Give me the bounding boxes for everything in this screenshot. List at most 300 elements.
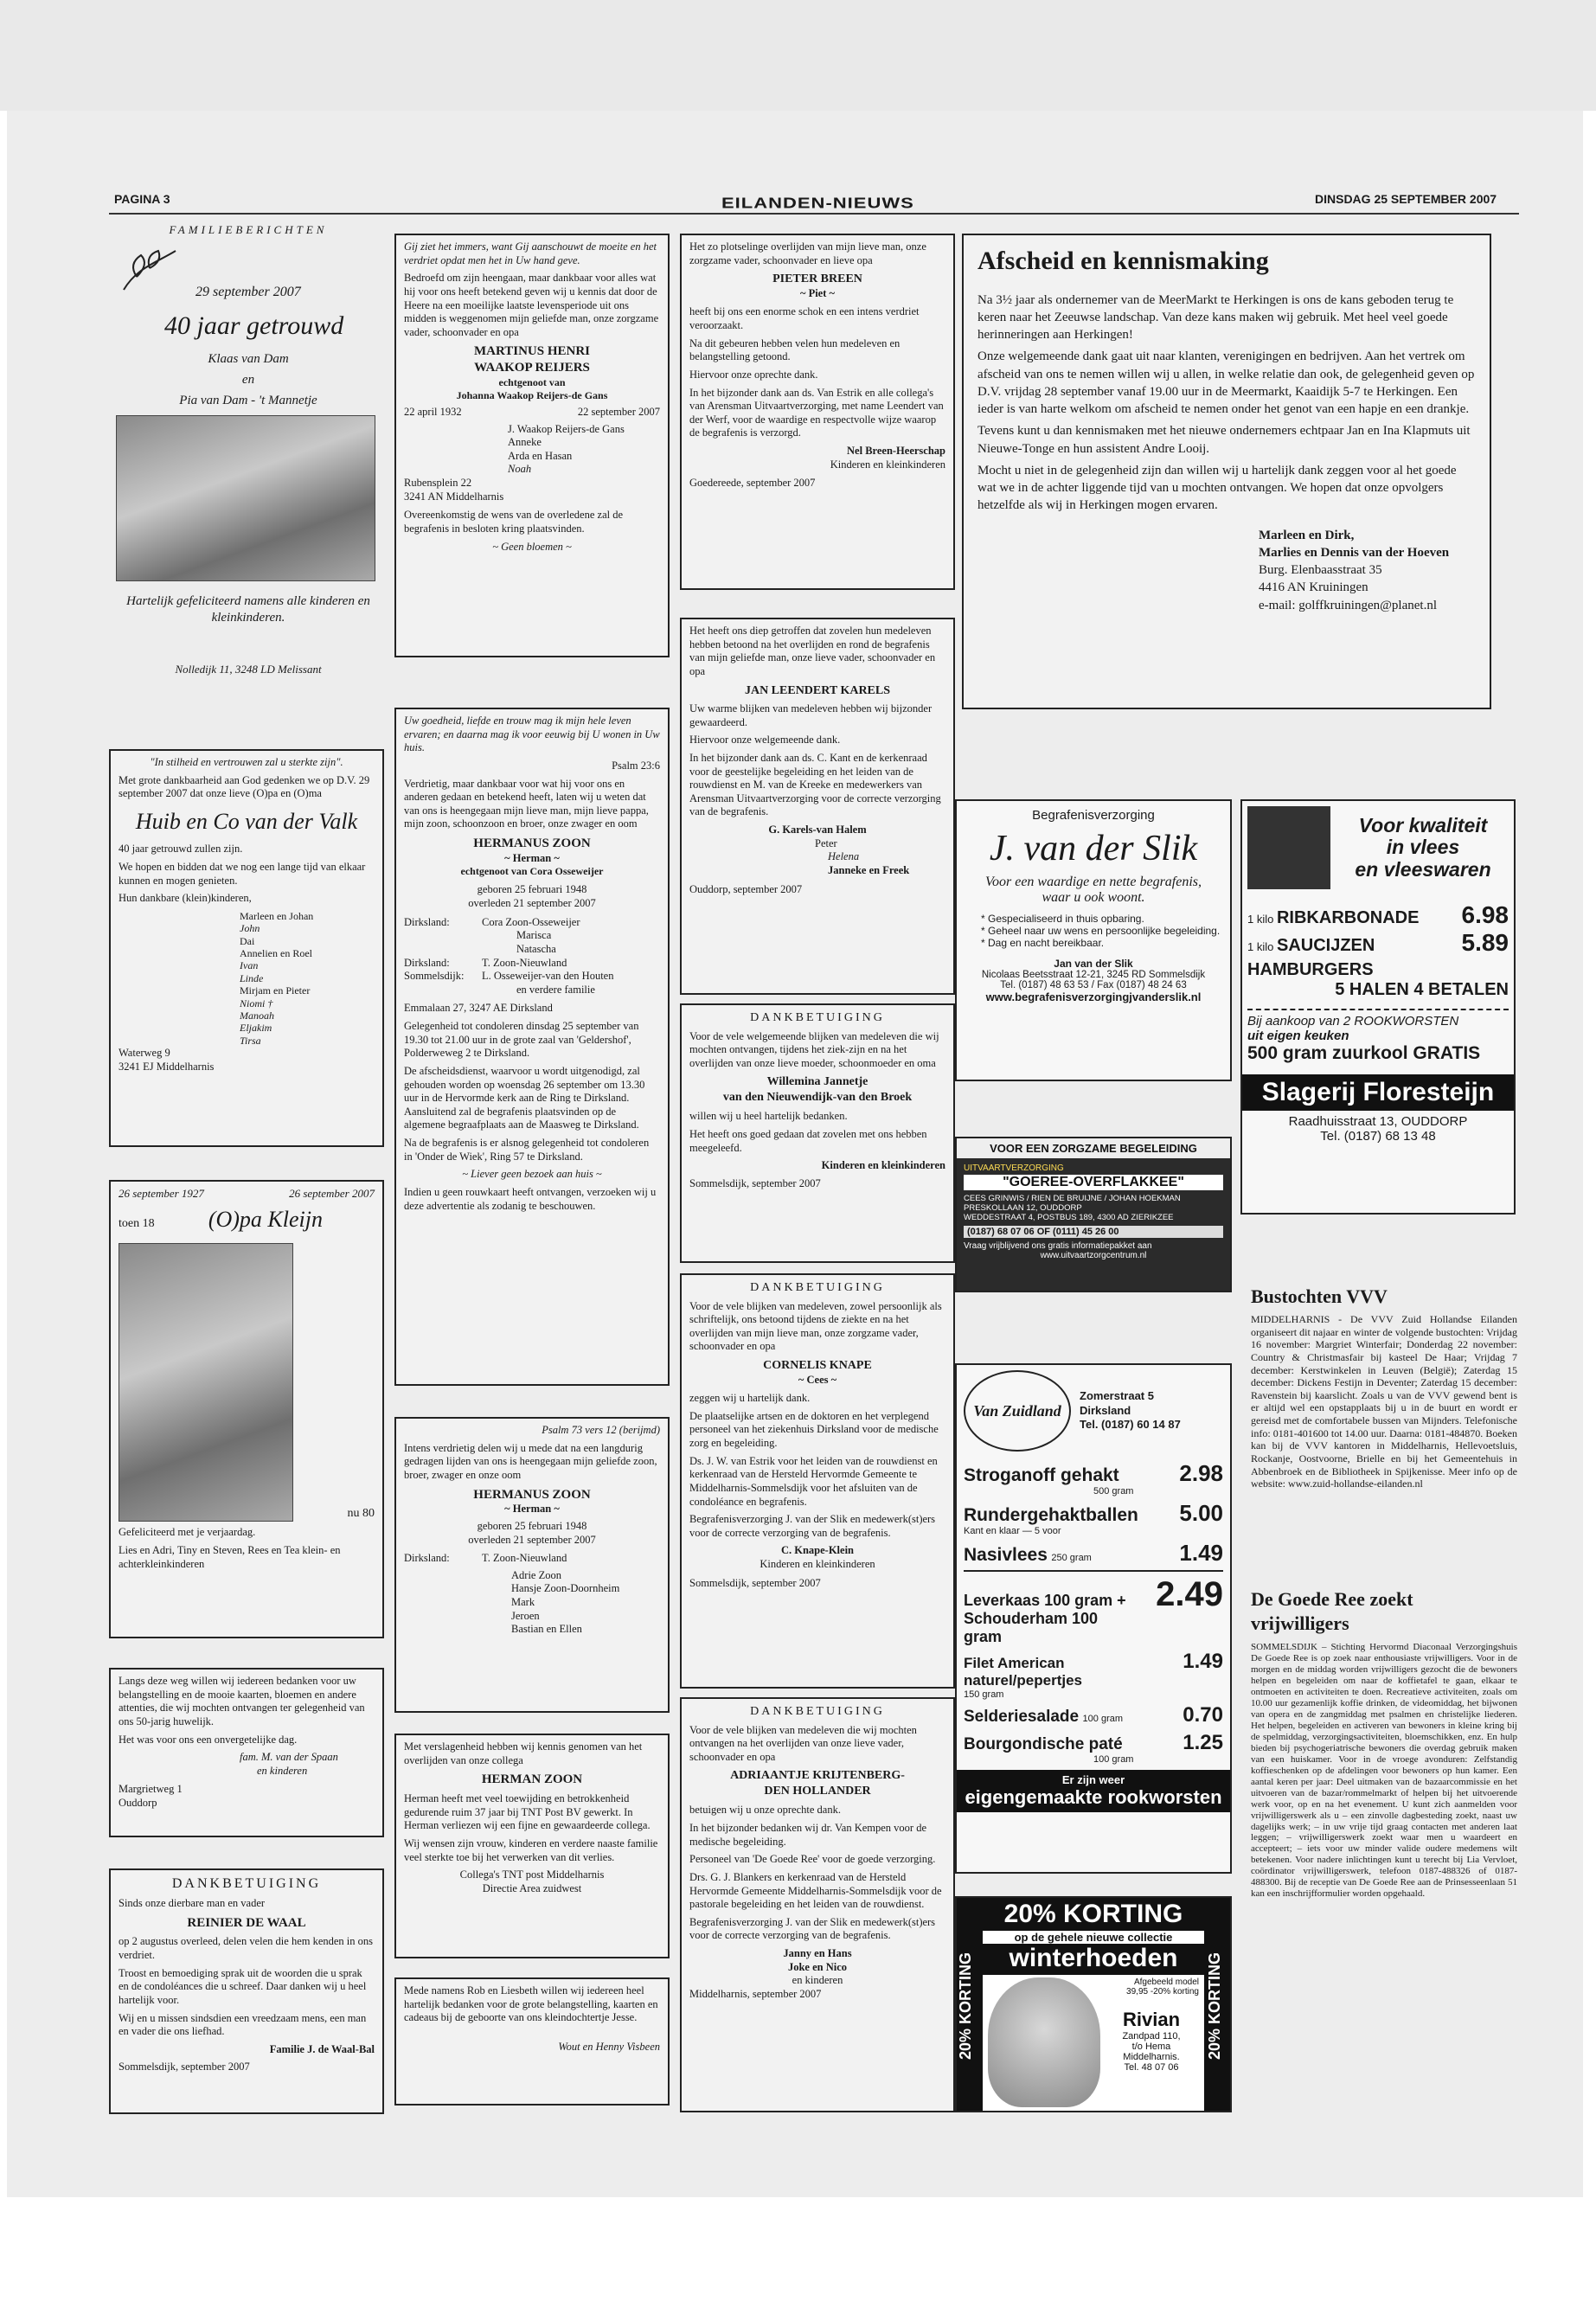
product-unit: 150 gram xyxy=(964,1689,1004,1700)
place-label: Dirksland: xyxy=(404,1552,450,1565)
deceased-name: JAN LEENDERT KARELS xyxy=(744,683,891,697)
signature-2: Kinderen en kleinkinderen xyxy=(830,458,945,471)
greeting: Gefeliciteerd met je verjaardag. xyxy=(119,1526,256,1539)
quote: Uw goedheid, liefde en trouw mag ik mijn hele leven ervaren; en daarna mag ik voor eeuwig bij U wonen in Uw huis. xyxy=(404,715,660,754)
product-unit: 100 gram xyxy=(1093,1754,1134,1765)
phone: Tel. (0187) 68 13 48 xyxy=(1320,1129,1436,1144)
text-3: Tevens kunt u dan kennismaken met het nieuwe ondernemers echtpaar Jan en Ina Klapmuts uit Nieuwe-Tonge en hun assistent Andre Looij. xyxy=(977,424,1471,456)
product-name: HAMBURGERS xyxy=(1247,960,1374,979)
text-1: Uw warme blijken van medeleven hebben wij bijzonder gewaardeerd. xyxy=(689,702,933,728)
address-line-1: Margrietweg 1 xyxy=(119,1783,183,1796)
text-4: Drs. G. J. Blankers en kerkenraad van de Hersteld Hervormde Gemeente Middelharnis-Sommelsdijk voor de pastorale begeleiding en het leiden van de rouwdienst. xyxy=(689,1870,942,1911)
thanks-karels-ad xyxy=(680,618,955,995)
after-funeral-info: Na de begrafenis is er alsnog gelegenheid tot condoleren in 'Onder de Wiek', Ring 57 te Dirksland. xyxy=(404,1137,650,1163)
ad-title: DANKBETUIGING xyxy=(750,1705,885,1718)
deceased-name: Willemina Jannetje xyxy=(766,1075,869,1089)
price-row xyxy=(964,1460,1223,1497)
family-member: Janneke en Freek xyxy=(828,863,910,876)
intro: Intens verdrietig delen wij u mede dat na een langdurig gedragen lijden van ons is heengegaan mijn geliefde zoon, broer, zwager en onze oom xyxy=(404,1441,657,1481)
death-date: 22 september 2007 xyxy=(577,405,660,418)
deceased-surname: van den Nieuwendijk-van den Broek xyxy=(722,1090,913,1104)
family-member: en verdere familie xyxy=(516,983,595,996)
offer-condition-2: uit eigen keuken xyxy=(1247,1029,1349,1043)
now-age: nu 80 xyxy=(347,1506,375,1520)
funeral-note: Overeenkomstig de wens van de overledene zal de begrafenis in besloten kring plaatsvinden. xyxy=(404,509,624,535)
address: Nolledijk 11, 3248 LD Melissant xyxy=(175,663,322,676)
deceased-name: HERMAN ZOON xyxy=(481,1772,583,1787)
page-number: PAGINA 3 xyxy=(114,192,170,206)
product-price: 5.89 xyxy=(1461,929,1509,956)
place-label: Dirksland: xyxy=(404,915,450,928)
family-member: Manoah xyxy=(240,1009,274,1022)
signature-block xyxy=(1259,527,1476,614)
address-line-1: Burg. Elenbaasstraat 35 xyxy=(1259,563,1382,577)
ad-kicker: VOOR EEN ZORGZAME BEGELEIDING xyxy=(957,1138,1230,1158)
place-date: Middelharnis, september 2007 xyxy=(689,1987,822,2000)
price-row xyxy=(964,1500,1223,1536)
service-info: De afscheidsdienst, waarvoor u wordt uitgenodigd, zal gehouden worden op woensdag 26 september om 13.30 uur in de Hervormde kerk aan de Ring te Dirksland. Aansluitend zal de begrafenis plaatsvinden op de algemene begraafplaats aan de Maasweg te Dirksland. xyxy=(404,1064,645,1131)
birth-thanks-ad xyxy=(394,1977,670,2106)
no-flowers: ~ Geen bloemen ~ xyxy=(492,540,572,553)
text-2: Hiervoor onze welgemeende dank. xyxy=(689,734,841,747)
deceased-nickname: ~ Cees ~ xyxy=(798,1373,837,1386)
phone: Tel. 48 07 06 xyxy=(1124,2062,1179,2073)
thanks-text-2: Het was voor ons een onvergetelijke dag. xyxy=(119,1733,298,1746)
thanks-broek-ad xyxy=(680,1003,955,1263)
info-note: Vraag vrijblijvend ons gratis informatiepakket aan xyxy=(964,1241,1152,1251)
family-member: Eljakim xyxy=(240,1022,272,1035)
header-rule xyxy=(109,213,1519,215)
family-member: Helena xyxy=(828,850,860,863)
intro: Sinds onze dierbare man en vader xyxy=(119,1897,266,1909)
service-item: Geheel naar uw wens en persoonlijke begeleiding. xyxy=(988,925,1221,937)
husband-name: Klaas van Dam xyxy=(208,352,289,366)
article-body-bus: MIDDELHARNIS - De VVV Zuid Hollandse Eilanden organiseert dit najaar en winter de volgende bustochten: Vrijdag 16 november: Margriet Winterfair; Donderdag 22 november: Country & Christmasfair bij kasteel De Haar; Vrijdag 7 december: Kerstwinkelen in Leuven (België); Zaterdag 15 december: Dickens Festijn in Deventer; Zaterdag 15 december: Ravenstein bij kaarslicht. Zoals u van de VVV gewend bent is er altijd wel een opstapplaats bij u in de buurt en wordt er gereisd met de comfortabele bussen van Mijnders. Telefonische info: 0181-401600 tot 14.00 uur. Daarna: 0181-484870. Boeken kan bij de VVV kantoren in Middelharnis, Hellevoetsluis, Rockanje, Oostvoorne, Brielle en bij het Gemeentehuis in Abbenbroek en de Bibliotheek in Spijkenisse. Meer info op de website: www.zuid-hollandse-eilanden.nl xyxy=(1251,1313,1517,1490)
text-1: Herman heeft met veel toewijding en betrokkenheid gedurende ruim 37 jaar bij TNT Post BV gewerkt. In Herman verliezen wij een fijne en gewaardeerde collega. xyxy=(404,1792,651,1832)
unit: 1 kilo xyxy=(1247,913,1274,926)
product-unit: 500 gram xyxy=(1093,1486,1134,1497)
signature: Kinderen en kleinkinderen xyxy=(821,1159,945,1172)
place-date: Sommelsdijk, september 2007 xyxy=(689,1176,821,1189)
product-price: 1.25 xyxy=(1183,1731,1223,1754)
price-row xyxy=(964,1570,1223,1646)
slogan: Voor een waardige en nette begrafenis, xyxy=(984,875,1202,889)
family-member: Peter xyxy=(815,836,837,849)
text-5: Begrafenisverzorging J. van der Slik en medewerk(st)ers voor de correcte verzorging van de begrafenis. xyxy=(689,1915,936,1942)
price-row xyxy=(964,1540,1223,1567)
current-date: 26 september 2007 xyxy=(289,1187,375,1200)
text-3: In het bijzonder dank aan ds. C. Kant en de kerkenraad voor de geestelijke begeleiding en het leiden van de rouwdienst en M. van de Kreeke en medewerkers van Arensman Uitvaartverzorging voor de correcte verzorging van de begrafenis. xyxy=(689,751,941,818)
birth-date: geboren 25 februari 1948 xyxy=(477,883,587,896)
family-member: Bastian en Ellen xyxy=(511,1623,582,1636)
years-text: 40 jaar getrouwd zullen zijn. xyxy=(119,843,243,856)
text-4: Begrafenisverzorging J. van der Slik en medewerk(st)ers voor de correcte verzorging van de begrafenis. xyxy=(689,1513,936,1539)
signature: Wout en Henny Visbeen xyxy=(558,2040,660,2053)
children-intro: Hun dankbare (klein)kinderen, xyxy=(119,892,252,905)
family-member: John xyxy=(240,922,260,935)
product-unit: 250 gram xyxy=(1051,1553,1092,1563)
phone: (0187) 68 07 06 OF (0111) 45 26 00 xyxy=(964,1226,1223,1238)
signature-2: en kinderen xyxy=(257,1764,308,1777)
deceased-name: HERMANUS ZOON xyxy=(473,1487,591,1502)
obituary-reijers xyxy=(394,234,670,657)
product-name: Stroganoff gehakt xyxy=(964,1465,1119,1485)
slogan-2: waar u ook woont. xyxy=(1042,890,1145,905)
ad-title: DANKBETUIGING xyxy=(171,1876,322,1891)
text-3: Ds. J. W. van Estrik voor het leiden van de rouwdienst en kerkenraad van de Hersteld Hervormde Gemeente te Middelharnis-Sommelsdijk voor het afsluiten van de condoléance en begrafenis. xyxy=(689,1454,938,1508)
product-price: 5.00 xyxy=(1179,1500,1223,1526)
product-name: Leverkaas 100 gram + Schouderham 100 gram xyxy=(964,1592,1126,1645)
family-member: Mirjam en Pieter xyxy=(240,984,311,997)
thanks-knape-ad xyxy=(680,1273,955,1689)
address-line-1: Zandpad 110, xyxy=(1122,2031,1181,2041)
intro: Met verslagenheid hebben wij kennis genomen van het overlijden van onze collega xyxy=(404,1740,643,1766)
intro: Het zo plotselinge overlijden van mijn lieve man, onze zorgzame vader, schoonvader en lieve opa xyxy=(689,240,926,266)
address-line-2: 3241 EJ Middelharnis xyxy=(119,1060,215,1073)
text-1: Na 3½ jaar als ondernemer van de MeerMarkt te Herkingen is ons de kans geboden terug te keren naar het Zeeuwse landschap. Van deze kans maken wij gebruik. Met heel veel goede herinneringen aan Herkingen! xyxy=(977,292,1454,342)
quote: "In stilheid en vertrouwen zal u sterkte zijn". xyxy=(150,756,343,768)
family-member: Niomi † xyxy=(240,997,273,1009)
signature: Familie J. de Waal-Bal xyxy=(269,2042,375,2055)
product-price: 2.49 xyxy=(1156,1575,1223,1613)
intro: Bedroefd om zijn heengaan, maar dankbaar voor alles wat hij voor ons heeft betekend geven wij u kennis dat door de Heere na een moeilijke laatste levensperiode uit ons midden is weggenomen mijn geliefde man, onze zorgzame vader, schoonvader en opa xyxy=(404,272,659,338)
product-unit: 100 gram xyxy=(1082,1714,1124,1724)
funeral-service-slik-ad xyxy=(955,799,1232,1081)
price-list xyxy=(964,1460,1223,1765)
signature: fam. M. van der Spaan xyxy=(240,1751,338,1764)
thanks-de-waal-ad xyxy=(109,1868,384,2114)
address: Nicolaas Beetsstraat 12-21, 3245 RD Sommelsdijk xyxy=(981,970,1206,980)
company-name: "GOEREE-OVERFLAKKEE" xyxy=(964,1175,1223,1190)
product-price: 1.49 xyxy=(1183,1650,1223,1673)
service-item: Dag en nacht bereikbaar. xyxy=(988,937,1105,949)
deceased-name: ADRIAANTJE KRIJTENBERG- xyxy=(730,1769,905,1783)
address-line-2: WEDDESTRAAT 4, POSTBUS 189, 4300 AD ZIERIKZEE xyxy=(964,1213,1174,1222)
thanks-spaan-ad xyxy=(109,1668,384,1837)
shop-logo: Van Zuidland xyxy=(964,1370,1071,1452)
signature: Nel Breen-Heerschap xyxy=(847,445,945,457)
product-name: Bourgondische paté xyxy=(964,1735,1123,1753)
family-member: Marleen en Johan xyxy=(240,909,314,922)
text-1: op 2 augustus overleed, delen velen die hem kenden in ons verdriet. xyxy=(119,1935,374,1961)
website: www.uitvaartzorgcentrum.nl xyxy=(1040,1251,1147,1260)
ad-title: Afscheid en kennismaking xyxy=(977,247,1269,275)
address: Emmalaan 27, 3247 AE Dirksland xyxy=(404,1002,553,1015)
spouse-name: Johanna Waakop Reijers-de Gans xyxy=(456,388,608,401)
death-date: overleden 21 september 2007 xyxy=(468,897,596,909)
congratulations: Hartelijk gefeliciteerd namens alle kinderen en kleinkinderen. xyxy=(126,594,370,625)
family-table xyxy=(404,1552,660,1566)
birth-date: 22 april 1932 xyxy=(404,405,462,418)
address-line-2: Dirksland xyxy=(1080,1403,1131,1417)
ad-title: DANKBETUIGING xyxy=(750,1281,885,1294)
thanks-krijtenberg-ad xyxy=(680,1697,955,2112)
family-member: Natascha xyxy=(516,942,556,955)
senders: Lies en Adri, Tiny en Steven, Rees en Tea klein- en achterkleinkinderen xyxy=(119,1543,341,1570)
headline-3: en vleeswaren xyxy=(1355,857,1491,881)
staff: CEES GRINWIS / RIEN DE BRUIJNE / JOHAN HOEKMAN xyxy=(964,1194,1181,1203)
product-name: SAUCIJZEN xyxy=(1276,936,1375,955)
text-1: zeggen wij u hartelijk dank. xyxy=(689,1392,811,1405)
text-2: Het heeft ons goed gedaan dat zovelen met ons hebben meegeleefd. xyxy=(689,1128,927,1154)
spouse-label: echtgenoot van Cora Osseweijer xyxy=(460,865,604,878)
wife-name: Pia van Dam - 't Mannetje xyxy=(179,394,317,407)
text-2: Na dit gebeuren hebben velen hun medeleven en belangstelling getoond. xyxy=(689,336,901,363)
quote: Gij ziet het immers, want Gij aanschouwt de moeite en het verdriet opdat men het in Uw hand geve. xyxy=(404,240,657,266)
anniversary-date: 29 september 2007 xyxy=(195,285,301,299)
price-row xyxy=(964,1703,1223,1727)
address-line-1: Zomerstraat 5 xyxy=(1080,1388,1154,1402)
place-date: Goedereede, september 2007 xyxy=(689,477,816,490)
family-member: Anneke xyxy=(508,436,542,449)
quote: Psalm 73 vers 12 (berijmd) xyxy=(542,1424,660,1436)
offer-row xyxy=(1247,901,1509,929)
promo-text: Er zijn weer xyxy=(1061,1773,1125,1786)
birth-date: geboren 25 februari 1948 xyxy=(477,1519,587,1532)
product-price: 1.49 xyxy=(1179,1540,1223,1566)
family-member: en kinderen xyxy=(792,1974,843,1987)
price-row xyxy=(964,1650,1223,1700)
funeral-service-goeree-ad xyxy=(955,1137,1232,1292)
family-list xyxy=(508,423,660,478)
phone: Tel. (0187) 60 14 87 xyxy=(1080,1418,1181,1432)
side-banner-right: 20% KORTING xyxy=(1206,1952,1223,2061)
address-line-1: Rubensplein 22 xyxy=(404,477,472,489)
hat-model-photo xyxy=(988,1977,1100,2107)
service-item: Gespecialiseerd in thuis opbaring. xyxy=(988,913,1144,925)
text-4: Mocht u niet in de gelegenheid zijn dan willen wij u hartelijk dank zeggen voor al het goede wat we in de achter liggende tijd van u mochten ontvangen. We hopen dat onze opvolgers hetzelfde als wij in Herkingen mogen ervaren. xyxy=(977,463,1457,513)
thanks-text: Mede namens Rob en Liesbeth willen wij iedereen heel hartelijk bedanken voor de grote belangstelling, kaarten en cadeaus bij de geboorte van ons kleindochtertje Jesse. xyxy=(404,1984,658,2024)
family-member: Marisca xyxy=(516,929,552,942)
obituary-zoon-mother xyxy=(394,1417,670,1713)
shop-name: Rivian xyxy=(1122,2009,1181,2030)
phone: Tel. (0187) 48 63 53 / Fax (0187) 48 24 63 xyxy=(1000,980,1187,990)
deal: 5 HALEN 4 BETALEN xyxy=(1335,980,1509,999)
family-member: Ivan xyxy=(240,959,259,972)
intro: Voor de vele blijken van medeleven, zowel persoonlijk als schriftelijk, ons betoond tijdens de ziekte en na het overlijden van mijn lieve man, onze zorgzame vader, schoonvader en opa xyxy=(689,1299,942,1353)
price-row xyxy=(964,1731,1223,1765)
product-unit: Kant en klaar — 5 voor xyxy=(964,1526,1061,1536)
product-name: Nasivlees xyxy=(964,1545,1048,1565)
signature: Marleen en Dirk, xyxy=(1259,528,1355,542)
website: www.begrafenisverzorgingjvanderslik.nl xyxy=(985,990,1202,1003)
family-member: Linde xyxy=(240,971,264,984)
product-name: Filet American naturel/pepertjes xyxy=(964,1655,1082,1689)
text-2: Wij wensen zijn vrouw, kinderen en verdere naaste familie veel sterkte toe bij het verwerken van dit verlies. xyxy=(404,1836,658,1863)
obituary-zoon-family xyxy=(394,708,670,1386)
deceased-name: PIETER BREEN xyxy=(772,272,862,286)
company-name: J. van der Slik xyxy=(989,829,1198,868)
family-member: Arda en Hasan xyxy=(508,449,573,462)
text-1: willen wij u heel hartelijk bedanken. xyxy=(689,1110,848,1123)
thanks-text: Langs deze weg willen wij iedereen bedanken voor uw belangstelling en de mooie kaarten, bloemen en andere attenties, die wij mochten ontvangen ter gelegenheid van ons 50-jarig huwelijk. xyxy=(119,1675,365,1727)
place-date: Sommelsdijk, september 2007 xyxy=(689,1576,821,1589)
place-date: Ouddorp, september 2007 xyxy=(689,882,803,895)
place-date: Sommelsdijk, september 2007 xyxy=(119,2061,250,2073)
text-4: In het bijzonder dank aan ds. Van Estrik en alle collega's van Arensman Uitvaartverzorging, met name Leendert van der Werf, voor de waardige en respectvolle wijze waarop de begrafenis is verzorgd. xyxy=(689,386,944,439)
promo-bar xyxy=(957,1770,1230,1812)
birthday-ad xyxy=(109,1180,384,1638)
product-headline: winterhoeden xyxy=(983,1944,1204,1975)
ad-kicker: Begrafenisverzorging xyxy=(1032,808,1155,823)
family-member: Hansje Zoon-Doornheim xyxy=(511,1582,620,1595)
deceased-nickname: ~ Piet ~ xyxy=(799,286,836,299)
intro: Voor de vele welgemeende blijken van medeleven die wij mochten ontvangen, tijdens het ziek-zijn en na het overlijden van onze lieve moeder, schoonmoeder en oma xyxy=(689,1029,939,1069)
deceased-name: REINIER DE WAAL xyxy=(187,1915,306,1930)
product-name: Selderiesalade xyxy=(964,1708,1080,1726)
family-member: Dai xyxy=(240,934,255,947)
spouse-label: echtgenoot van xyxy=(498,375,566,388)
family-member: T. Zoon-Nieuwland xyxy=(482,1552,567,1565)
side-banner-left: 20% KORTING xyxy=(957,1952,974,2061)
deceased-nickname: ~ Herman ~ xyxy=(504,1503,560,1516)
model-label: Afgebeeld model xyxy=(1133,1977,1199,1987)
thanks-breen-ad xyxy=(680,234,955,590)
deceased-name: CORNELIS KNAPE xyxy=(763,1359,872,1372)
family-member: Annelien en Roel xyxy=(240,947,312,960)
text-3: Personeel van 'De Goede Ree' voor de goede verzorging. xyxy=(689,1853,936,1866)
hat-shop-rivian-ad xyxy=(955,1896,1232,2112)
shop-block xyxy=(1104,2009,1199,2073)
offer-condition: Bij aankoop van 2 ROOKWORSTEN xyxy=(1247,1009,1509,1029)
intro-text: Met grote dankbaarheid aan God gedenken we op D.V. 29 september 2007 dat onze lieve (O)pa en (O)ma xyxy=(119,773,370,800)
family-member: L. Osseweijer-van den Houten xyxy=(482,970,614,983)
card-note: Indien u geen rouwkaart heeft ontvangen, verzoeken wij u deze advertentie als zodanig te beschouwen. xyxy=(404,1185,657,1212)
place-label: Sommelsdijk: xyxy=(404,970,465,983)
model-price: 39,95 -20% korting xyxy=(1126,1987,1199,1997)
signature-2: Marlies en Dennis van der Hoeven xyxy=(1259,545,1450,560)
article-title-goede-ree: De Goede Ree zoekt xyxy=(1251,1588,1413,1610)
vintage-bicycle-photo xyxy=(119,1243,293,1522)
condolence-info: Gelegenheid tot condoleren dinsdag 25 september van 19.30 tot 21.00 uur in de grote zaal van 'Geldershof', Polderweweg 2 te Dirksland. xyxy=(404,1020,639,1060)
address-block xyxy=(1080,1389,1181,1433)
anniversary-ad xyxy=(111,223,386,734)
text-3: Hiervoor onze oprechte dank. xyxy=(689,368,818,381)
birth-date: 26 september 1927 xyxy=(119,1187,204,1200)
colleague-notice xyxy=(394,1734,670,1958)
text-2: In het bijzonder bedanken wij dr. Van Kempen voor de medische begeleiding. xyxy=(689,1822,926,1848)
family-member: Adrie Zoon xyxy=(511,1568,561,1581)
family-member: Cora Zoon-Osseweijer xyxy=(482,915,580,928)
product-price: 0.70 xyxy=(1183,1703,1223,1727)
and-text: en xyxy=(241,373,255,387)
text-1: betuigen wij u onze oprechte dank. xyxy=(689,1804,841,1817)
free-offer: 500 gram zuurkool GRATIS xyxy=(1247,1043,1481,1063)
death-date: overleden 21 september 2007 xyxy=(468,1533,596,1546)
text-2: De plaatselijke artsen en de doktoren en het verplegend personeel van het ziekenhuis Dirksland voor de medische zorg en begeleiding. xyxy=(689,1409,939,1449)
intro: Het heeft ons diep getroffen dat zovelen hun medeleven hebben betoond na het overlijden en rond de begrafenis van mijn geliefde man, onze lieve vader, schoonvader en opa xyxy=(689,625,936,677)
email: e-mail: golffkruiningen@planet.nl xyxy=(1259,598,1437,612)
family-member: Mark xyxy=(511,1596,535,1608)
family-member: Joke en Nico xyxy=(787,1960,848,1973)
scan-background xyxy=(0,0,1596,111)
text-2: Troost en bemoediging sprak uit de woorden die u sprak en de condoléances die u schreef. Daar danken wij u heel hartelijk voor. xyxy=(119,1966,367,2006)
signature-2: Directie Area zuidwest xyxy=(482,1881,582,1894)
ad-title: DANKBETUIGING xyxy=(750,1011,885,1024)
signature-2: Kinderen en kleinkinderen xyxy=(760,1558,875,1570)
discount-subtitle: op de gehele nieuwe collectie xyxy=(1014,1931,1173,1944)
place-label: Dirksland: xyxy=(404,956,450,969)
address-line-2: 3241 AN Middelharnis xyxy=(404,490,504,503)
address-line-1: PRESKOLLAAN 12, OUDDORP xyxy=(964,1203,1082,1213)
deceased-name: MARTINUS HENRI xyxy=(473,344,591,359)
issue-date: DINSDAG 25 SEPTEMBER 2007 xyxy=(1315,192,1497,206)
birthday-name: (O)pa Kleijn xyxy=(208,1207,323,1233)
ad-subtitle: UITVAARTVERZORGING xyxy=(964,1163,1064,1173)
signature: Collega's TNT post Middelharnis xyxy=(459,1868,605,1881)
signature: C. Knape-Klein xyxy=(780,1544,855,1557)
text-3: Wij en u missen sindsdien een vreedzaam mens, een man en vader die ons liefhad. xyxy=(119,2011,367,2038)
family-list xyxy=(511,1569,660,1637)
family-member: Noah xyxy=(508,463,532,476)
deceased-name: HERMANUS ZOON xyxy=(473,836,591,850)
address-line-2: Ouddorp xyxy=(119,1797,157,1809)
intro: Voor de vele blijken van medeleven die wij mochten ontvangen na het overlijden van onze lieve vader, schoonvader en opa xyxy=(689,1723,917,1763)
address: Raadhuisstraat 13, OUDDORP xyxy=(1288,1114,1468,1129)
signature: G. Karels-van Halem xyxy=(768,824,867,836)
address-line-1: Waterweg 9 xyxy=(119,1047,170,1060)
owner: Jan van der Slik xyxy=(1054,958,1133,970)
product-name: RIBKARBONADE xyxy=(1276,908,1420,927)
anniversary-headline: 40 jaar getrouwd xyxy=(164,311,344,340)
deceased-nickname: ~ Herman ~ xyxy=(504,851,560,864)
masthead: EILANDEN-NIEUWS xyxy=(721,194,914,212)
no-visits: ~ Liever geen bezoek aan huis ~ xyxy=(462,1168,602,1181)
promo-headline: eigengemaakte rookworsten xyxy=(965,1786,1222,1808)
shop-name: Slagerij Floresteijn xyxy=(1242,1074,1514,1111)
headline-2: in vlees xyxy=(1386,836,1460,859)
family-table xyxy=(404,916,660,997)
headline-block xyxy=(1337,815,1509,881)
quote-ref: Psalm 23:6 xyxy=(612,759,660,772)
family-member: Janny en Hans xyxy=(783,1947,852,1959)
article-title-goede-ree-2: vrijwilligers xyxy=(1251,1612,1349,1634)
address-line-2: 4416 AN Kruiningen xyxy=(1259,580,1368,595)
then-age: toen 18 xyxy=(119,1217,155,1231)
section-title: FAMILIEBERICHTEN xyxy=(169,223,328,236)
product-price: 6.98 xyxy=(1461,901,1509,928)
family-member: Tirsa xyxy=(240,1034,261,1047)
wedding-photo xyxy=(116,415,375,581)
model-info xyxy=(1104,1977,1199,1997)
unit: 1 kilo xyxy=(1247,940,1274,953)
butcher-floresteijn-ad xyxy=(1240,799,1516,1215)
headline: Voor kwaliteit xyxy=(1358,814,1488,837)
family-member: J. Waakop Reijers-de Gans xyxy=(508,422,625,435)
text-1: heeft bij ons een enorme schok en een intens verdriet veroorzaakt. xyxy=(689,305,920,331)
article-title-bus: Bustochten VVV xyxy=(1251,1285,1388,1307)
family-member: T. Zoon-Nieuwland xyxy=(482,956,567,969)
services-list: * Gespecialiseerd in thuis opbaring. * Geheel naar uw wens en persoonlijke begeleiding. * Dag en nacht bereikbaar. xyxy=(981,913,1221,949)
discount-headline: 20% KORTING xyxy=(983,1898,1204,1931)
address-line-3: Middelharnis. xyxy=(1123,2052,1180,2062)
floral-ornament-icon xyxy=(119,242,180,294)
butcher-zuidland-ad xyxy=(955,1363,1232,1874)
deceased-surname: WAAKOP REIJERS xyxy=(474,361,590,375)
butcher-logo-icon xyxy=(1247,806,1330,889)
text-2: Onze welgemeende dank gaat uit naar klanten, verenigingen en bedrijven. Aan het vertrek om afscheid van ons te nemen willen wij u allen, in welke relatie dan ook, de gelegenheid geven op D.V. vrijdag 28 september vanaf 19.00 uur in de Meermarkt, Kaaidijk 5-7 te Herkingen. Een ieder is van harte welkom om afscheid te nemen onder het genot van een hapje en een drankje. xyxy=(977,349,1475,416)
product-name: Rundergehaktballen xyxy=(964,1505,1138,1525)
article-body-goede-ree: SOMMELSDIJK – Stichting Hervormd Diaconaal Verzorgingshuis De Goede Ree is op zoek naar enthousiaste vrijwilligers. Voor in de morgen en de middag worden vrijwilligers gezocht die de bewoners helpen en begeleiden om naar de koffietafel te gaan, elkaar te ontmoeten en activiteiten te doen. Recreatieve activiteiten, zoals om 10.00 uur gezamenlijk koffie drinken, de videomiddag, het bijwonen van opera en de zangmiddag met psalmen en christelijke liederen. Het helpen, begeleiden en activeren van bewoners in kleine kring bij de spelmiddag, verzorgingsactiviteiten, bloemschikken, enz. En hulp bieden bij psychogeriatrische bewoners die overdag gebruik maken van een huiskamer. Voor in de vroege avonduren: Zelfstandig koffieschenken op de afdelingen voor bewoners op hun kamer. Een aantal keren per jaar: Deel uitmaken van de bazaarcommissie en het uitvoeren van de bazar/rommelmarkt of helpen bij het uitvoerende werk voor, op en na het evenement. U kunt zich aanmelden voor vrijwilligerswerk als u – een zinvolle dagbesteding zoekt, naast uw dagelijks werk; – in uw vrije tijd graag contacten met anderen laat leggen; – vrijwilligerswerk zoekt waar men u waardeert en accepteert; – iets voor uw minder valide oudere medemens wilt betekenen. Voor nadere inlichtingen kunt u terecht bij Lia Vervloet, coördinator vrijwilligerswerk, telefoon 0187-488326 of 0187-488300. Bij de receptie van De Goede Ree aan de Prinsesseenlaan 51 kan een inschrijfformulier worden opgehaald. xyxy=(1251,1642,1517,1900)
address-line-2: t/o Hema xyxy=(1131,2041,1171,2052)
product-price: 2.98 xyxy=(1179,1460,1223,1486)
offer-row xyxy=(1247,929,1509,957)
deceased-surname: DEN HOLLANDER xyxy=(764,1784,871,1798)
family-list xyxy=(240,910,375,1047)
anniversary-valk-ad xyxy=(109,749,384,1147)
intro: Verdrietig, maar dankbaar voor wat hij voor ons en anderen gedaan en betekend heeft, laten wij u weten dat van ons is heengegaan mijn lieve man, mijn lieve pappa, mijn zoon, schoonzoon en broer, onze zwager en oom xyxy=(404,777,649,830)
farewell-ad xyxy=(962,234,1491,709)
